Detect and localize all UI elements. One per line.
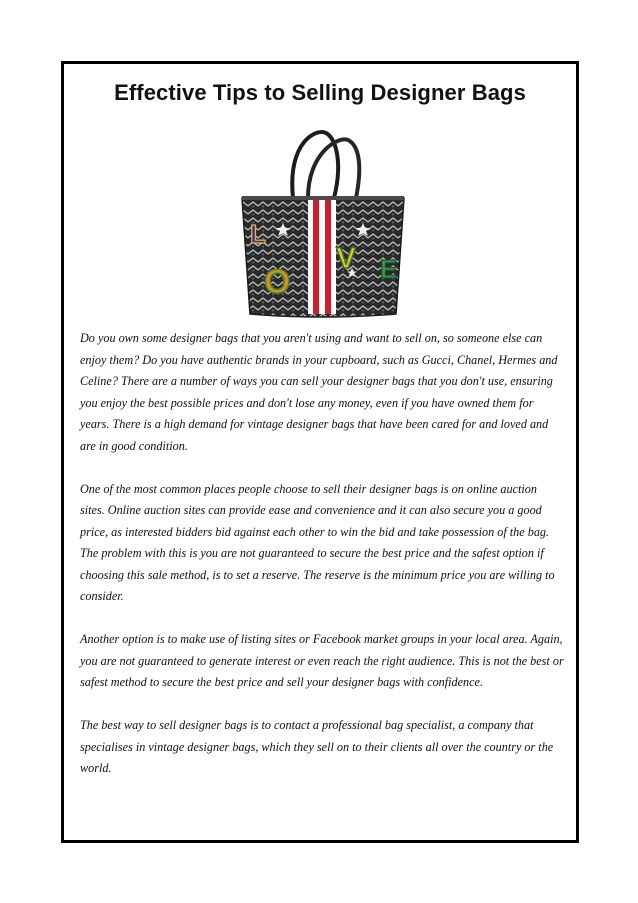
letter-patch-l bbox=[250, 219, 266, 249]
patch-letter: L bbox=[250, 219, 266, 249]
page-frame bbox=[61, 61, 579, 843]
tote-bag-illustration bbox=[238, 128, 408, 318]
paragraph: One of the most common places people choose to sell their designer bags is on online auction sites. Online auction sites can provide ease and convenience and it can also secure you a good price, as interested bidders bid against each other to win the bid and take possession of the bag. The problem with this is you are not guaranteed to secure the best price and the safest option if choosing this sale method, is to set a reserve. The reserve is the minimum price you are willing to consider. bbox=[80, 481, 555, 603]
paragraph: Do you own some designer bags that you aren't using and want to sell on, so someone else can enjoy them? Do you have authentic brands in your cupboard, such as Gucci, Chanel, Hermes and Celine? There are a number of ways you can sell your designer bags that you don't use, ensuring you enjoy the best possible prices and don't lose any money, even if you have owned them for years. There is a high demand for vintage designer bags that have been cared for and loved and are in good condition. bbox=[80, 331, 558, 453]
paragraph: Another option is to make use of listing sites or Facebook market groups in your local area. Again, you are not guaranteed to generate interest or even reach the right audience. This is not the best or safest method to secure the best price and sell your designer bags with confidence. bbox=[80, 632, 564, 689]
letter-patch-o bbox=[264, 263, 290, 301]
article-body bbox=[80, 328, 564, 801]
letter-patch-v bbox=[336, 242, 356, 275]
patch-letter: O bbox=[264, 263, 291, 301]
patch-letter: V bbox=[336, 242, 357, 275]
page-title: Effective Tips to Selling Designer Bags bbox=[114, 80, 526, 105]
patch-letter: E bbox=[380, 254, 398, 284]
paragraph: The best way to sell designer bags is to contact a professional bag specialist, a company that specialises in vintage designer bags, which they sell on to their clients all over the country or the world. bbox=[80, 718, 554, 775]
designer-bag-image bbox=[238, 128, 408, 318]
letter-patch-e bbox=[380, 254, 397, 284]
